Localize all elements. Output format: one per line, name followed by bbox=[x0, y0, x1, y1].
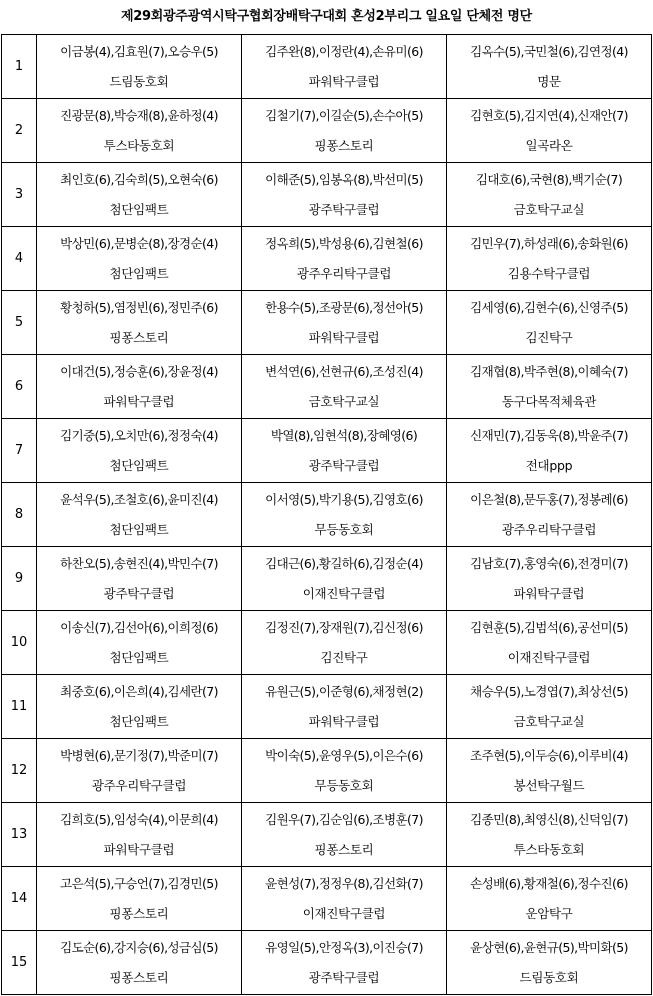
roster-row bbox=[2, 419, 652, 483]
team-club: 광주탁구클럽 bbox=[103, 585, 175, 601]
team-players: 김주완(8),이정란(4),손유미(6) bbox=[265, 43, 423, 59]
team-cell bbox=[242, 739, 447, 803]
team-club: 김진탁구 bbox=[320, 649, 368, 665]
team-cell bbox=[242, 867, 447, 931]
team-players: 김민우(7),하성래(6),송화원(6) bbox=[470, 235, 628, 251]
roster-row bbox=[2, 803, 652, 867]
document-title: 제29회광주광역시탁구협회장배탁구대회 혼성2부리그 일요일 단체전 명단 bbox=[121, 9, 532, 24]
row-number: 12 bbox=[2, 739, 37, 803]
team-cell bbox=[447, 227, 652, 291]
team-club: 파워탁구클럽 bbox=[103, 393, 175, 409]
team-players: 김종민(8),최영신(8),신덕임(7) bbox=[470, 811, 628, 827]
team-players: 이은철(8),문두홍(7),정봉례(6) bbox=[470, 491, 628, 507]
team-cell bbox=[447, 99, 652, 163]
team-cell bbox=[37, 675, 242, 739]
team-players: 변석연(6),선현규(6),조성진(4) bbox=[265, 363, 423, 379]
team-cell bbox=[242, 611, 447, 675]
team-players: 정옥희(5),박성용(6),김현철(6) bbox=[265, 235, 423, 251]
roster-row bbox=[2, 99, 652, 163]
team-club: 드림동호회 bbox=[109, 73, 169, 89]
team-club: 파워탁구클럽 bbox=[308, 329, 380, 345]
team-club: 무등동호회 bbox=[314, 777, 374, 793]
roster-row bbox=[2, 35, 652, 99]
team-club: 첨단임팩트 bbox=[109, 649, 169, 665]
team-players: 김재협(8),박주현(8),이혜숙(7) bbox=[470, 363, 628, 379]
team-cell bbox=[37, 163, 242, 227]
team-club: 광주우리탁구클럽 bbox=[501, 521, 597, 537]
team-cell bbox=[242, 99, 447, 163]
team-cell bbox=[242, 483, 447, 547]
team-club: 핑퐁스토리 bbox=[109, 329, 169, 345]
roster-row bbox=[2, 931, 652, 995]
row-number: 14 bbox=[2, 867, 37, 931]
team-players: 김대근(6),황길하(6),김정순(4) bbox=[265, 555, 423, 571]
team-players: 김세영(6),김현수(6),신영주(5) bbox=[470, 299, 628, 315]
row-number: 15 bbox=[2, 931, 37, 995]
team-cell bbox=[37, 483, 242, 547]
team-players: 한용수(5),조광문(6),정선아(5) bbox=[265, 299, 423, 315]
row-number: 7 bbox=[2, 419, 37, 483]
row-number: 1 bbox=[2, 35, 37, 99]
team-players: 김철기(7),이길순(5),손수아(5) bbox=[265, 107, 423, 123]
team-club: 명문 bbox=[537, 73, 561, 89]
team-cell bbox=[37, 931, 242, 995]
team-cell bbox=[447, 291, 652, 355]
team-cell bbox=[447, 675, 652, 739]
team-club: 동구다목적체육관 bbox=[501, 393, 597, 409]
team-players: 박이숙(5),윤영우(5),이은수(6) bbox=[265, 747, 423, 763]
roster-row bbox=[2, 291, 652, 355]
team-players: 박상민(6),문병순(8),장경순(4) bbox=[60, 235, 218, 251]
team-club: 첨단임팩트 bbox=[109, 713, 169, 729]
team-players: 김정진(7),장재원(7),김신정(6) bbox=[265, 619, 423, 635]
team-players: 최중호(6),이은희(4),김세란(7) bbox=[60, 683, 218, 699]
team-players: 황청하(5),염정빈(6),정민주(6) bbox=[60, 299, 218, 315]
team-club: 첨단임팩트 bbox=[109, 521, 169, 537]
team-cell bbox=[242, 675, 447, 739]
team-club: 핑퐁스토리 bbox=[314, 841, 374, 857]
team-cell bbox=[242, 803, 447, 867]
team-cell bbox=[447, 35, 652, 99]
team-players: 윤현성(7),정정우(8),김선화(7) bbox=[265, 875, 423, 891]
row-number: 11 bbox=[2, 675, 37, 739]
team-roster-table bbox=[1, 34, 652, 995]
team-club: 이재진탁구클럽 bbox=[302, 585, 386, 601]
team-cell bbox=[242, 419, 447, 483]
team-players: 손성배(6),황재철(6),정수진(6) bbox=[470, 875, 628, 891]
team-cell bbox=[37, 291, 242, 355]
team-cell bbox=[447, 803, 652, 867]
team-cell bbox=[242, 227, 447, 291]
team-club: 첨단임팩트 bbox=[109, 457, 169, 473]
team-players: 이대건(5),정승훈(6),장윤정(4) bbox=[60, 363, 218, 379]
row-number: 9 bbox=[2, 547, 37, 611]
team-players: 하찬오(5),송현진(4),박민수(7) bbox=[60, 555, 218, 571]
team-cell bbox=[37, 803, 242, 867]
team-club: 광주탁구클럽 bbox=[308, 969, 380, 985]
row-number: 13 bbox=[2, 803, 37, 867]
team-players: 김옥수(5),국민철(6),김연정(4) bbox=[470, 43, 628, 59]
team-players: 최인호(6),김숙희(5),오현숙(6) bbox=[60, 171, 218, 187]
team-players: 윤석우(5),조철호(6),윤미진(4) bbox=[60, 491, 218, 507]
team-cell bbox=[242, 931, 447, 995]
team-club: 금호탁구교실 bbox=[308, 393, 380, 409]
team-cell bbox=[447, 547, 652, 611]
roster-row bbox=[2, 355, 652, 419]
team-club: 봉선탁구월드 bbox=[513, 777, 585, 793]
team-players: 유영일(5),안정옥(3),이진승(7) bbox=[265, 939, 423, 955]
team-players: 유원근(5),이준형(6),채정현(2) bbox=[265, 683, 423, 699]
team-club: 드림동호회 bbox=[519, 969, 579, 985]
team-cell bbox=[447, 739, 652, 803]
team-cell bbox=[242, 35, 447, 99]
roster-row bbox=[2, 739, 652, 803]
team-cell bbox=[447, 355, 652, 419]
team-players: 김대호(6),국현(8),백기순(7) bbox=[475, 171, 623, 187]
roster-row bbox=[2, 675, 652, 739]
roster-table-body bbox=[2, 35, 652, 995]
row-number: 6 bbox=[2, 355, 37, 419]
row-number: 3 bbox=[2, 163, 37, 227]
team-club: 무등동호회 bbox=[314, 521, 374, 537]
team-club: 이재진탁구클럽 bbox=[507, 649, 591, 665]
team-players: 진광문(8),박승재(8),윤하정(4) bbox=[60, 107, 218, 123]
team-players: 이서영(5),박기용(5),김영호(6) bbox=[265, 491, 423, 507]
row-number: 8 bbox=[2, 483, 37, 547]
row-number: 2 bbox=[2, 99, 37, 163]
team-players: 박열(8),임현석(8),장혜영(6) bbox=[270, 427, 418, 443]
team-club: 파워탁구클럽 bbox=[308, 73, 380, 89]
team-club: 금호탁구교실 bbox=[513, 201, 585, 217]
roster-row bbox=[2, 163, 652, 227]
roster-row bbox=[2, 483, 652, 547]
team-cell bbox=[37, 739, 242, 803]
team-players: 이해준(5),임봉옥(8),박선미(5) bbox=[265, 171, 423, 187]
team-cell bbox=[447, 931, 652, 995]
team-cell bbox=[37, 867, 242, 931]
team-club: 광주탁구클럽 bbox=[308, 201, 380, 217]
row-number: 5 bbox=[2, 291, 37, 355]
team-players: 신재민(7),김동욱(8),박윤주(7) bbox=[470, 427, 628, 443]
row-number: 10 bbox=[2, 611, 37, 675]
team-players: 김현호(5),김지연(4),신재안(7) bbox=[470, 107, 628, 123]
team-players: 박병현(6),문기정(7),박준미(7) bbox=[60, 747, 218, 763]
team-cell bbox=[242, 163, 447, 227]
team-cell bbox=[242, 291, 447, 355]
team-club: 파워탁구클럽 bbox=[308, 713, 380, 729]
team-cell bbox=[37, 35, 242, 99]
team-club: 첨단임팩트 bbox=[109, 265, 169, 281]
row-number: 4 bbox=[2, 227, 37, 291]
team-players: 조주현(5),이두승(6),이루비(4) bbox=[470, 747, 628, 763]
team-cell bbox=[447, 163, 652, 227]
team-players: 김남호(7),홍영숙(6),전경미(7) bbox=[470, 555, 628, 571]
team-players: 김기중(5),오치만(6),정정숙(4) bbox=[60, 427, 218, 443]
team-club: 핑퐁스토리 bbox=[109, 905, 169, 921]
roster-row bbox=[2, 611, 652, 675]
roster-row bbox=[2, 547, 652, 611]
team-club: 투스타동호회 bbox=[103, 137, 175, 153]
team-cell bbox=[37, 99, 242, 163]
team-cell bbox=[447, 611, 652, 675]
team-club: 핑퐁스토리 bbox=[109, 969, 169, 985]
team-club: 이재진탁구클럽 bbox=[302, 905, 386, 921]
team-club: 파워탁구클럽 bbox=[513, 585, 585, 601]
team-cell bbox=[242, 355, 447, 419]
team-players: 고은석(5),구승언(7),김경민(5) bbox=[60, 875, 218, 891]
team-players: 김도순(6),강지승(6),성금심(5) bbox=[60, 939, 218, 955]
team-club: 광주우리탁구클럽 bbox=[91, 777, 187, 793]
team-club: 투스타동호회 bbox=[513, 841, 585, 857]
team-players: 이금봉(4),김효원(7),오승우(5) bbox=[60, 43, 218, 59]
team-club: 광주우리탁구클럽 bbox=[296, 265, 392, 281]
team-club: 김용수탁구클럽 bbox=[507, 265, 591, 281]
team-cell bbox=[447, 483, 652, 547]
team-cell bbox=[447, 867, 652, 931]
team-cell bbox=[37, 419, 242, 483]
team-club: 광주탁구클럽 bbox=[308, 457, 380, 473]
team-club: 일곡라온 bbox=[525, 137, 573, 153]
team-club: 파워탁구클럽 bbox=[103, 841, 175, 857]
team-club: 김진탁구 bbox=[525, 329, 573, 345]
team-cell bbox=[447, 419, 652, 483]
team-players: 김현훈(5),김범석(6),공선미(5) bbox=[470, 619, 628, 635]
team-cell bbox=[37, 547, 242, 611]
team-players: 이송신(7),김선아(6),이희정(6) bbox=[60, 619, 218, 635]
team-players: 김원우(7),김순임(6),조병훈(7) bbox=[265, 811, 423, 827]
team-cell bbox=[37, 611, 242, 675]
roster-row bbox=[2, 867, 652, 931]
team-players: 채승우(5),노경엽(7),최상선(5) bbox=[470, 683, 628, 699]
team-players: 김희호(5),임성숙(4),이문희(4) bbox=[60, 811, 218, 827]
team-cell bbox=[37, 227, 242, 291]
roster-row bbox=[2, 227, 652, 291]
team-players: 윤상현(6),윤현규(5),박미화(5) bbox=[470, 939, 628, 955]
team-cell bbox=[37, 355, 242, 419]
team-club: 첨단임팩트 bbox=[109, 201, 169, 217]
team-club: 핑퐁스토리 bbox=[314, 137, 374, 153]
team-cell bbox=[242, 547, 447, 611]
team-club: 금호탁구교실 bbox=[513, 713, 585, 729]
team-club: 전대ppp bbox=[525, 457, 573, 473]
team-club: 운암탁구 bbox=[525, 905, 573, 921]
